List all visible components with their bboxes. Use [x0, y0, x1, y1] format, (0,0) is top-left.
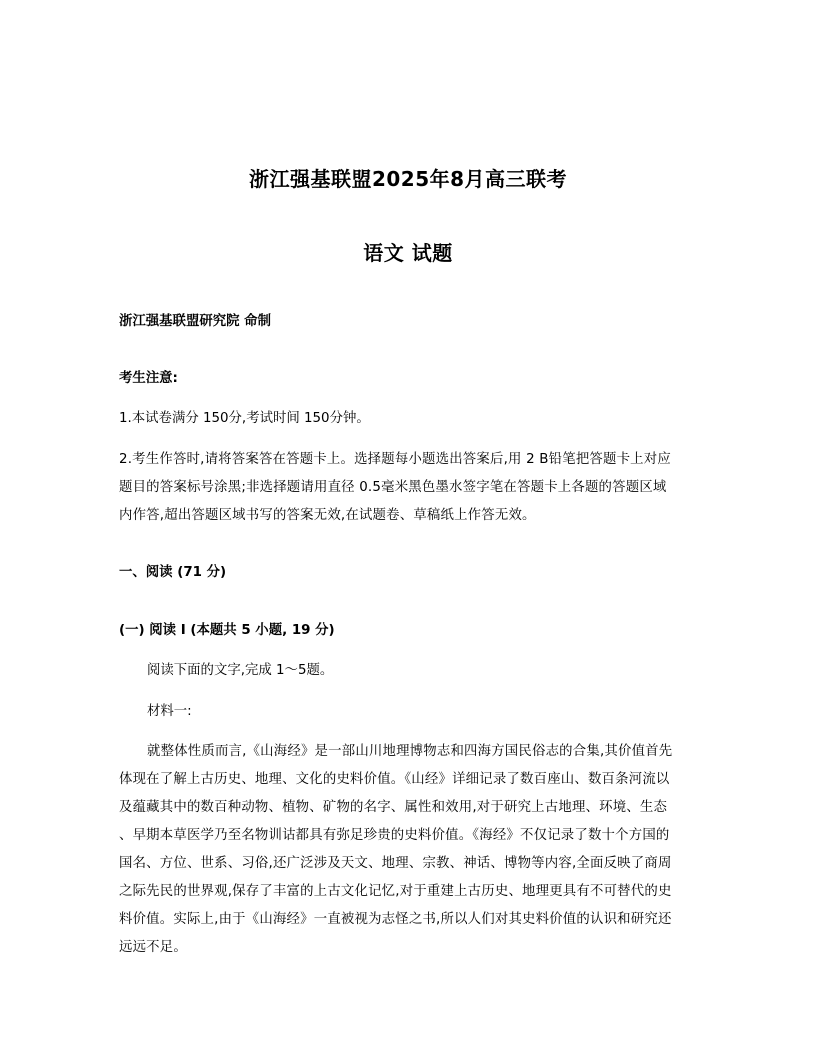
section-heading: 一、阅读 (71 分) — [119, 565, 227, 580]
material-line: 国名、方位、世系、习俗,还广泛涉及天文、地理、宗教、神话、博物等内容,全面反映了商周 — [119, 856, 672, 871]
author-line: 浙江强基联盟研究院 命制 — [119, 314, 271, 329]
notice-item-2-line: 内作答,超出答题区域书写的答案无效,在试题卷、草稿纸上作答无效。 — [119, 508, 536, 523]
document-subtitle: 语文 试题 — [363, 241, 453, 265]
material-line: 就整体性质而言,《山海经》是一部山川地理博物志和四海方国民俗志的合集,其价值首先 — [147, 744, 673, 759]
material-line: 及蕴藏其中的数百种动物、植物、矿物的名字、属性和效用,对于研究上古地理、环境、生态 — [119, 800, 668, 815]
material-line: 料价值。实际上,由于《山海经》一直被视为志怪之书,所以人们对其史料价值的认识和研究还 — [119, 912, 672, 927]
material-line: 远远不足。 — [119, 940, 187, 955]
document-title: 浙江强基联盟2025年8月高三联考 — [248, 167, 568, 191]
material-line: 体现在了解上古历史、地理、文化的史料价值。《山经》详细记录了数百座山、数百条河流以 — [119, 772, 670, 787]
notice-item-2-line: 2.考生作答时,请将答案答在答题卡上。选择题每小题选出答案后,用 2 B铅笔把答题卡上对应 — [119, 452, 671, 467]
notice-item-1: 1.本试卷满分 150分,考试时间 150分钟。 — [119, 411, 370, 426]
material-paragraph — [119, 738, 699, 962]
material-line: 、早期本草医学乃至名物训诂都具有弥足珍贵的史料价值。《海经》不仅记录了数十个方国的 — [119, 828, 670, 843]
notice-item-2 — [119, 446, 699, 530]
material-line: 之际先民的世界观,保存了丰富的上古文化记忆,对于重建上古历史、地理更具有不可替代的史 — [119, 884, 672, 899]
notice-item-2-line: 题目的答案标号涂黑;非选择题请用直径 0.5毫米黑色墨水签字笔在答题卡上各题的答题区域 — [119, 480, 667, 495]
subsection-heading: (一) 阅读 I (本题共 5 小题, 19 分) — [119, 623, 335, 638]
reading-instruction: 阅读下面的文字,完成 1～5题。 — [147, 663, 334, 678]
notice-heading: 考生注意: — [119, 371, 178, 386]
material-label: 材料一: — [147, 704, 192, 719]
